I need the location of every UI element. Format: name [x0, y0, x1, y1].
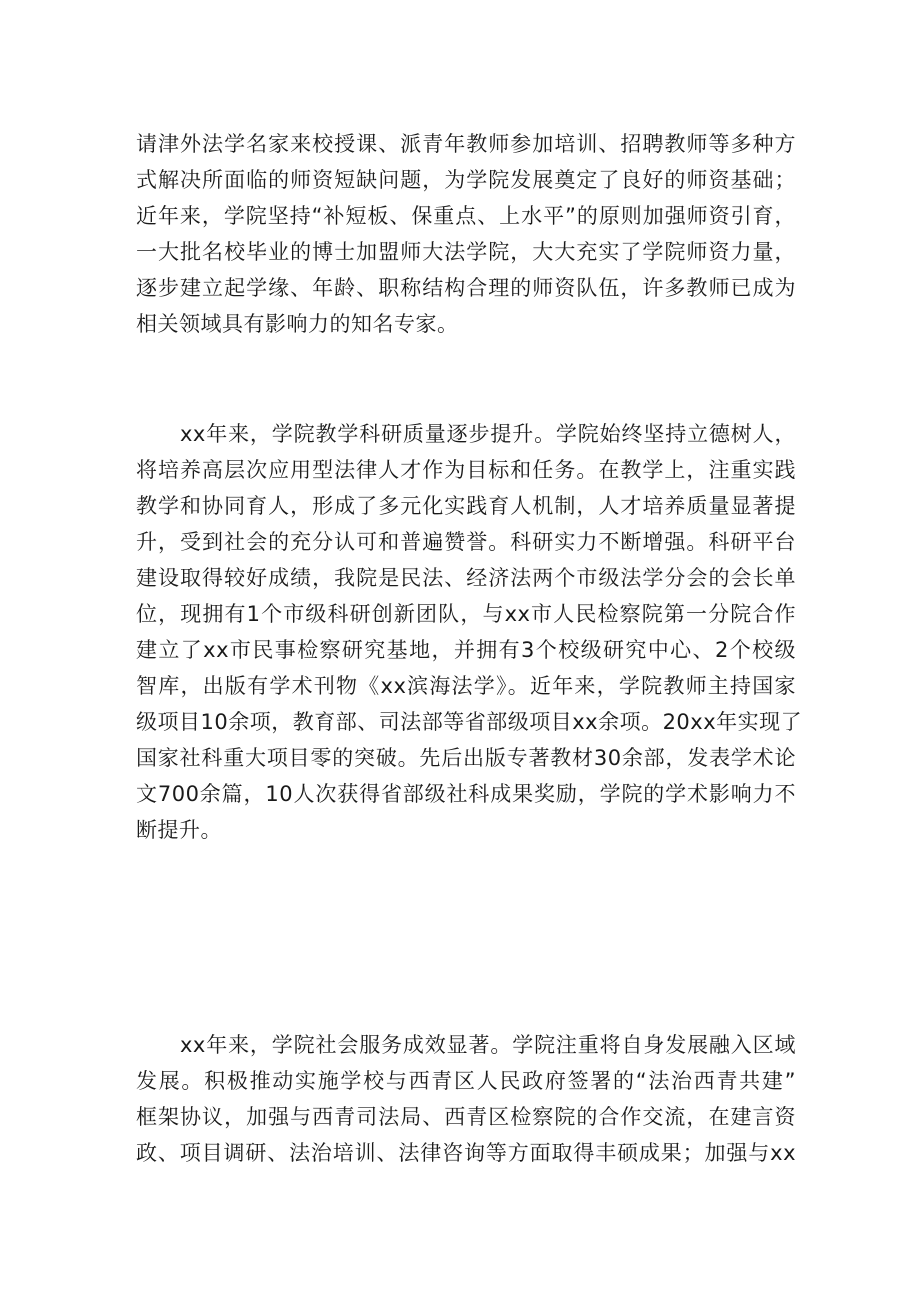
text-line: 一大批名校毕业的博士加盟师大法学院，大大充实了学院师资力量， [136, 240, 796, 264]
text-line: 升，受到社会的充分认可和普遍赞誉。科研实力不断增强。科研平台 [136, 530, 796, 554]
text-line: 请津外法学名家来校授课、派青年教师参加培训、招聘教师等多种方 [136, 132, 796, 156]
paragraph-teaching-research [136, 416, 803, 848]
text-line: 智库，出版有学术刊物《xx滨海法学》。近年来，学院教师主持国家 [136, 674, 796, 698]
text-line: 式解决所面临的师资短缺问题，为学院发展奠定了良好的师资基础； [136, 168, 796, 192]
text-line: 建立了xx市民事检察研究基地，并拥有3个校级研究中心、2个校级 [136, 638, 796, 662]
text-line: 政、项目调研、法治培训、法律咨询等方面取得丰硕成果；加强与xx [136, 1141, 796, 1165]
text-line: 断提升。 [136, 818, 222, 842]
text-line: 近年来，学院坚持“补短板、保重点、上水平”的原则加强师资引育， [136, 204, 796, 228]
paragraph-faculty [136, 126, 796, 342]
text-line: 建设取得较好成绩，我院是民法、经济法两个市级法学分会的会长单 [136, 566, 796, 590]
text-line: 位，现拥有1个市级科研创新团队，与xx市人民检察院第一分院合作 [136, 602, 796, 626]
text-line: 相关领域具有影响力的知名专家。 [136, 312, 459, 336]
text-line: 将培养高层次应用型法律人才作为目标和任务。在教学上，注重实践 [136, 458, 796, 482]
text-line: 逐步建立起学缘、年龄、职称结构合理的师资队伍，许多教师已成为 [136, 276, 796, 300]
text-line: 文700余篇，10人次获得省部级社科成果奖励，学院的学术影响力不 [136, 782, 796, 806]
text-line: xx年来，学院社会服务成效显著。学院注重将自身发展融入区域 [180, 1033, 796, 1057]
text-line: 教学和协同育人，形成了多元化实践育人机制，人才培养质量显著提 [136, 494, 796, 518]
text-line: 发展。积极推动实施学校与西青区人民政府签署的“法治西青共建” [136, 1069, 796, 1093]
text-line: 级项目10余项，教育部、司法部等省部级项目xx余项。20xx年实现了 [136, 710, 803, 734]
text-line: 框架协议，加强与西青司法局、西青区检察院的合作交流，在建言资 [136, 1105, 796, 1129]
text-line: 国家社科重大项目零的突破。先后出版专著教材30余部，发表学术论 [136, 746, 796, 770]
paragraph-social-service [136, 1027, 796, 1171]
text-line: xx年来，学院教学科研质量逐步提升。学院始终坚持立德树人， [180, 422, 796, 446]
